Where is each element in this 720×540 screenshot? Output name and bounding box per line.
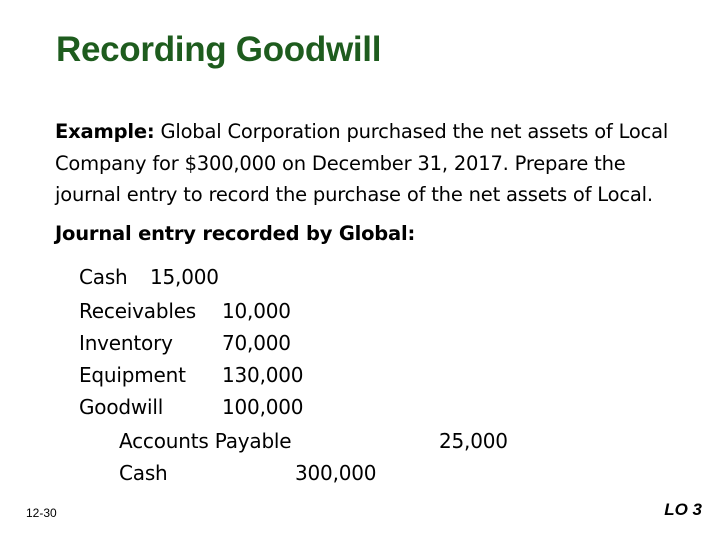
journal-credit: 300,000 bbox=[295, 461, 377, 485]
journal-account: Accounts Payable bbox=[119, 429, 292, 453]
journal-debit: 130,000 bbox=[222, 363, 304, 387]
page-number: 12-30 bbox=[26, 506, 57, 520]
journal-account: Cash bbox=[79, 265, 128, 289]
example-paragraph bbox=[55, 116, 695, 211]
journal-debit: 70,000 bbox=[222, 331, 291, 355]
journal-account: Cash bbox=[119, 461, 168, 485]
journal-heading: Journal entry recorded by Global: bbox=[55, 222, 416, 245]
journal-debit: 10,000 bbox=[222, 299, 291, 323]
learning-objective-label: LO 3 bbox=[664, 500, 702, 519]
example-text: Global Corporation purchased the net assets of Local Company for $300,000 on December 31, 2017. Prepare the journal entry to record the purchase of the net assets of Local. bbox=[55, 120, 669, 206]
journal-credit: 25,000 bbox=[439, 429, 508, 453]
journal-account: Inventory bbox=[79, 331, 173, 355]
journal-account: Receivables bbox=[79, 299, 197, 323]
journal-debit: 15,000 bbox=[150, 265, 219, 289]
journal-debit: 100,000 bbox=[222, 395, 304, 419]
example-label: Example: bbox=[55, 120, 155, 143]
slide-title: Recording Goodwill bbox=[56, 30, 382, 69]
journal-account: Goodwill bbox=[79, 395, 164, 419]
journal-account: Equipment bbox=[79, 363, 186, 387]
